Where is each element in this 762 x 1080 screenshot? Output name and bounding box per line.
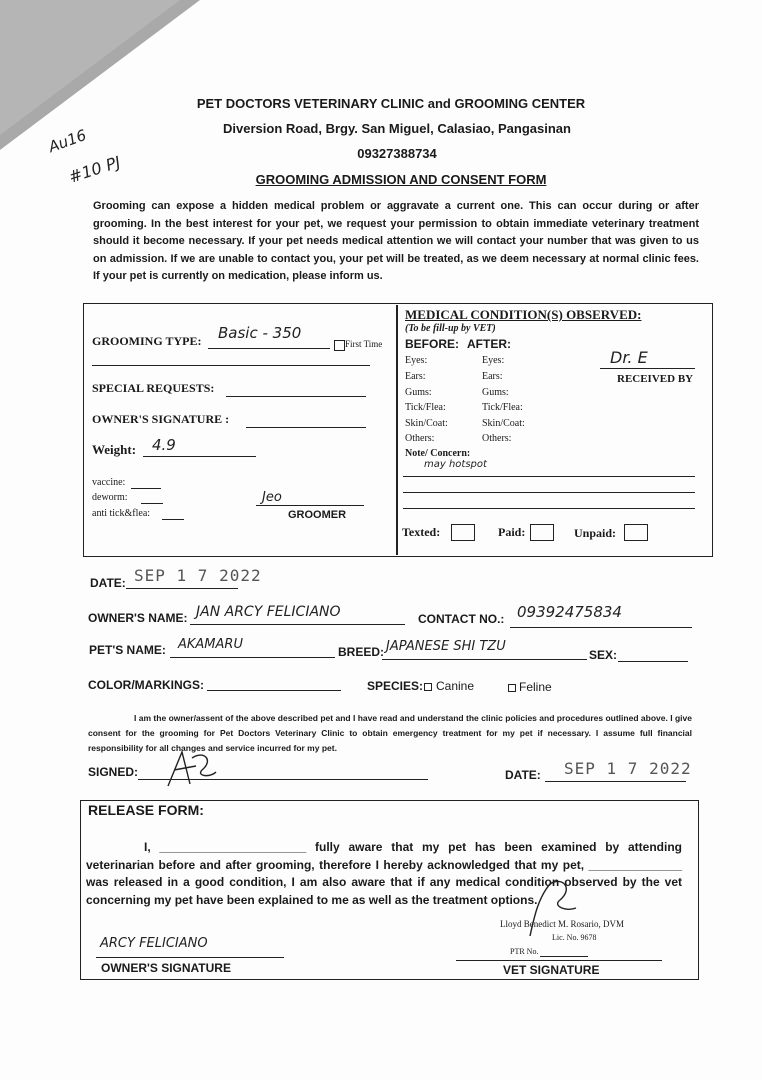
owner-signature-label: OWNER'S SIGNATURE :	[92, 412, 230, 426]
date-stamp: SEP 1 7 2022	[134, 566, 262, 585]
breed-line	[382, 659, 587, 660]
note-label: Note/ Concern:	[405, 448, 471, 459]
special-requests-line	[226, 396, 366, 397]
received-by-line	[600, 368, 695, 369]
pet-name-label: PET'S NAME:	[89, 643, 166, 657]
margin-note-2: #10 PJ	[66, 152, 123, 187]
vet-signature-label: VET SIGNATURE	[503, 963, 600, 977]
anti-tick-label: anti tick&flea:	[92, 508, 151, 519]
before-gums: Gums:	[405, 387, 432, 398]
unpaid-checkbox[interactable]	[624, 524, 648, 541]
clinic-address: Diversion Road, Brgy. San Miguel, Calasiao, Pangasinan	[223, 121, 571, 136]
intro-paragraph: Grooming can expose a hidden medical problem or aggravate a current one. This can occur during or after grooming. In the best interest for your pet, we request your permission to obtain immediate veterinary treatment should it become necessary. If your pet needs medical attention we will contact your number that was given to us on admission. If we are unable to contact you, your pet will be treated, as we deem necessary at normal clinic fees. If your pet is currently on medication, please inform us.	[93, 200, 699, 282]
sex-line	[618, 661, 688, 662]
owner-name-line	[190, 624, 405, 625]
grooming-type-value[interactable]: Basic - 350	[218, 324, 302, 342]
before-others: Others:	[405, 433, 435, 444]
weight-label: Weight:	[92, 442, 137, 457]
before-skin: Skin/Coat:	[405, 418, 448, 429]
note-line-3	[403, 508, 695, 509]
feline-checkbox[interactable]	[508, 684, 516, 692]
vaccine-line	[131, 488, 161, 489]
box-divider	[396, 305, 398, 555]
note-value[interactable]: may hotspot	[424, 459, 487, 470]
grooming-type-line2	[92, 365, 370, 366]
release-owner-signature: ARCY FELICIANO	[100, 936, 208, 951]
after-skin: Skin/Coat:	[482, 418, 525, 429]
canine-checkbox[interactable]	[424, 683, 432, 691]
after-others: Others:	[482, 433, 512, 444]
groomer-line	[256, 505, 364, 506]
breed-value[interactable]: JAPANESE SHI TZU	[386, 639, 506, 654]
consent-paragraph: I am the owner/assent of the above described pet and I have read and understand the clinic policies and procedures outlined above. I give consent for the grooming for Pet Doctors Veterinary Clinic to obtain emergency treatment for my pet if necessary. I assume full financial responsibility for all changes and service incurred for my pet.	[88, 713, 692, 753]
grooming-type-label: GROOMING TYPE:	[92, 334, 202, 348]
canine-label: Canine	[436, 679, 475, 693]
before-ears: Ears:	[405, 371, 426, 382]
breed-label: BREED:	[338, 645, 385, 659]
pet-name-line	[170, 657, 335, 658]
owner-signature-line	[246, 427, 366, 428]
vet-license: Lic. No. 9678	[552, 933, 597, 942]
groomer-label: GROOMER	[288, 509, 347, 521]
groomer-signature: Jeo	[262, 490, 282, 505]
unpaid-label: Unpaid:	[574, 526, 617, 540]
vet-ptr: PTR No.	[510, 947, 539, 956]
before-eyes: Eyes:	[405, 355, 428, 366]
date-line	[126, 588, 238, 589]
contact-line	[510, 627, 692, 628]
contact-value[interactable]: 09392475834	[517, 603, 622, 621]
grooming-type-line	[208, 348, 330, 349]
contact-label: CONTACT NO.:	[418, 612, 505, 626]
texted-label: Texted:	[402, 525, 441, 539]
note-line-2	[403, 492, 695, 493]
release-owner-line	[96, 957, 284, 958]
before-tick: Tick/Flea:	[405, 402, 446, 413]
after-ears: Ears:	[482, 371, 503, 382]
deworm-line	[141, 503, 163, 504]
after-label: AFTER:	[467, 337, 511, 351]
scan-corner-fold	[0, 0, 180, 135]
signed-line	[138, 779, 428, 780]
deworm-label: deworm:	[92, 492, 128, 503]
pet-name-value[interactable]: AKAMARU	[178, 637, 243, 652]
date-label: DATE:	[90, 576, 126, 590]
after-tick: Tick/Flea:	[482, 402, 523, 413]
received-by-label: RECEIVED BY	[617, 373, 694, 385]
after-eyes: Eyes:	[482, 355, 505, 366]
clinic-name: PET DOCTORS VETERINARY CLINIC and GROOMING CENTER	[196, 96, 586, 111]
vet-name: Lloyd Benedict M. Rosario, DVM	[500, 919, 624, 929]
signed-label: SIGNED:	[88, 765, 139, 779]
signed-date-line	[545, 781, 686, 782]
sex-label: SEX:	[589, 648, 618, 662]
owner-signature-scribble	[160, 748, 220, 790]
release-owner-label: OWNER'S SIGNATURE	[101, 961, 231, 975]
paid-checkbox[interactable]	[530, 524, 554, 541]
margin-note-1: Au16	[46, 125, 89, 157]
release-text: I, ______________________ fully aware that my pet has been examined by attending veterinarian before and after grooming, therefore I hereby acknowledged that my pet, ______________ was released in a good condition, I am also aware that if any medical condition observed by the vet concerning my pet have been explained to me as well as the treatment options.	[86, 840, 682, 907]
signed-date-stamp: SEP 1 7 2022	[564, 759, 692, 778]
form-title: GROOMING ADMISSION AND CONSENT FORM	[255, 172, 547, 187]
before-label: BEFORE:	[405, 337, 459, 351]
note-line-1	[403, 476, 695, 477]
received-by-value: Dr. E	[610, 348, 648, 367]
paid-label: Paid:	[498, 525, 526, 539]
species-label: SPECIES:	[367, 679, 424, 693]
release-title: RELEASE FORM:	[88, 802, 204, 818]
anti-tick-line	[162, 519, 184, 520]
vet-signature-scribble	[520, 878, 580, 938]
special-requests-label: SPECIAL REQUESTS:	[92, 381, 215, 395]
vaccine-label: vaccine:	[92, 477, 126, 488]
clinic-phone: 09327388734	[357, 146, 437, 161]
after-gums: Gums:	[482, 387, 509, 398]
signed-date-label: DATE:	[505, 768, 541, 782]
vet-ptr-line	[540, 956, 588, 957]
medical-subtitle: (To be fill-up by VET)	[405, 323, 496, 334]
texted-checkbox[interactable]	[451, 524, 475, 541]
first-time-checkbox[interactable]	[334, 340, 345, 351]
feline-label: Feline	[519, 680, 552, 694]
color-line	[207, 690, 341, 691]
medical-title: MEDICAL CONDITION(S) OBSERVED:	[405, 307, 642, 322]
weight-line	[143, 456, 256, 457]
vet-signature-line	[456, 960, 662, 961]
first-time-label: First Time	[345, 339, 383, 349]
weight-value[interactable]: 4.9	[152, 436, 176, 454]
owner-name-value[interactable]: JAN ARCY FELICIANO	[196, 604, 341, 620]
owner-name-label: OWNER'S NAME:	[88, 611, 188, 625]
color-label: COLOR/MARKINGS:	[88, 678, 204, 692]
